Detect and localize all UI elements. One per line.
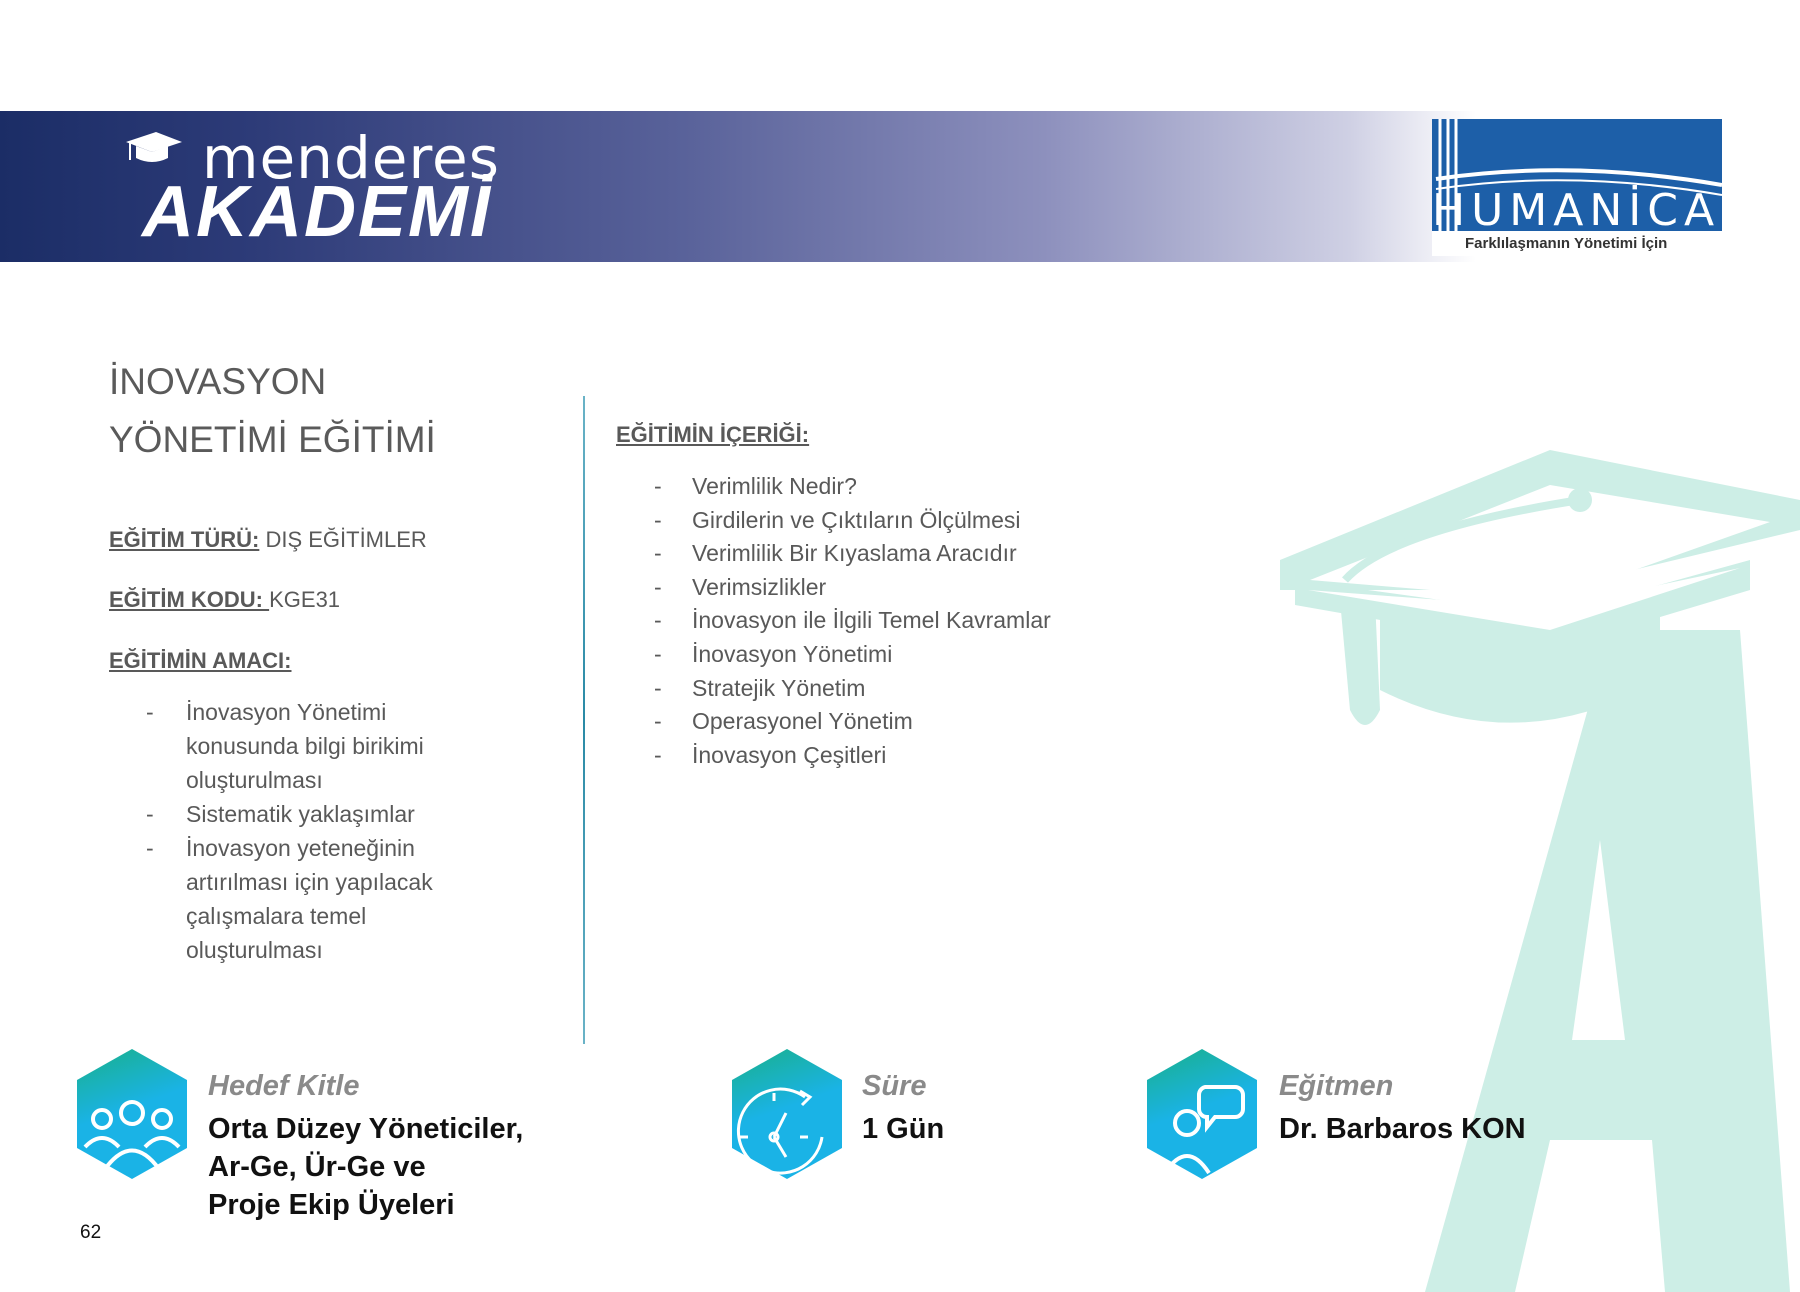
list-item: - Operasyonel Yönetim <box>654 705 1154 739</box>
menderes-akademi-logo <box>142 124 500 252</box>
audience-line: Proje Ekip Üyeleri <box>208 1189 455 1221</box>
trainer-value: Dr. Barbaros KON <box>1279 1113 1526 1145</box>
audience-value <box>208 1110 523 1224</box>
training-type-value: DIŞ EĞİTİMLER <box>259 527 427 552</box>
training-code-label: EĞİTİM KODU: <box>109 587 270 612</box>
training-type-label: EĞİTİM TÜRÜ: <box>109 527 260 552</box>
list-item: - İnovasyon yeteneğinin artırılması için yapılacak çalışmalara temel oluşturulması <box>146 831 466 967</box>
content-list <box>654 470 1154 772</box>
training-code <box>109 587 340 613</box>
graduation-cap-icon <box>122 128 184 168</box>
clock-icon <box>730 1047 844 1181</box>
list-item: - İnovasyon Yönetimi <box>654 638 1154 672</box>
audience-label: Hedef Kitle <box>208 1070 360 1102</box>
list-item: - İnovasyon ile İlgili Temel Kavramlar <box>654 604 1154 638</box>
training-code-value: KGE31 <box>269 587 341 612</box>
title-line-1: İNOVASYON <box>109 361 327 402</box>
list-item: - İnovasyon Çeşitleri <box>654 739 1154 773</box>
title-line-2: YÖNETİMİ EĞİTİMİ <box>109 419 436 460</box>
duration-value: 1 Gün <box>862 1113 945 1145</box>
list-item: - Verimlilik Nedir? <box>654 470 1154 504</box>
page-title <box>109 353 436 469</box>
partner-tagline: Farklılaşmanın Yönetimi İçin <box>1465 235 1668 252</box>
purpose-list <box>146 695 466 967</box>
person-speech-icon <box>1145 1047 1259 1181</box>
training-purpose-heading <box>109 648 292 674</box>
audience-line: Orta Düzey Yöneticiler, <box>208 1113 524 1145</box>
training-purpose-label: EĞİTİMİN AMACI: <box>109 648 292 673</box>
list-item: - Verimsizlikler <box>654 571 1154 605</box>
partner-name: UMANİCA <box>1471 185 1721 231</box>
list-item: - Sistematik yaklaşımlar <box>146 797 466 831</box>
duration-label: Süre <box>862 1070 927 1102</box>
list-item: - İnovasyon Yönetimi konusunda bilgi birikimi oluşturulması <box>146 695 466 797</box>
people-group-icon <box>75 1047 189 1181</box>
list-item: - Stratejik Yönetim <box>654 672 1154 706</box>
vertical-divider <box>583 396 585 1044</box>
audience-line: Ar-Ge, Ür-Ge ve <box>208 1151 426 1183</box>
list-item: - Girdilerin ve Çıktıların Ölçülmesi <box>654 504 1154 538</box>
partner-name-prefix: H <box>1432 185 1472 231</box>
training-type <box>109 527 427 553</box>
brand-top-text: menderes <box>202 124 500 192</box>
akademi-watermark-icon <box>1280 440 1800 1292</box>
humanica-logo <box>1432 119 1722 256</box>
brand-bottom-text: AKADEMİ <box>142 172 492 252</box>
list-item: - Verimlilik Bir Kıyaslama Aracıdır <box>654 537 1154 571</box>
content-heading: EĞİTİMİN İÇERİĞİ: <box>616 422 810 447</box>
trainer-label: Eğitmen <box>1279 1070 1394 1102</box>
page-number: 62 <box>80 1222 102 1243</box>
